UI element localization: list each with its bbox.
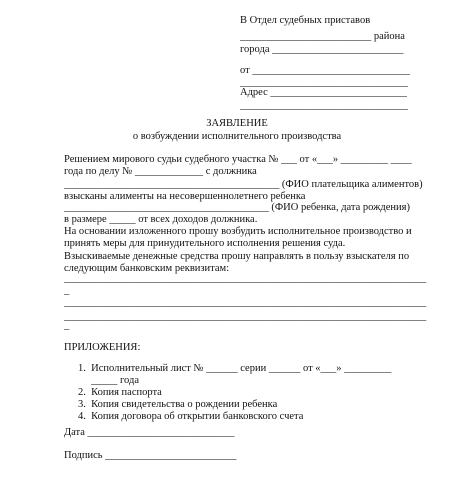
attachment-item: 4. Копия договора об открытии банковского счета bbox=[78, 411, 304, 422]
blank-line: _____________________________________________________________________ bbox=[64, 273, 427, 284]
blank-line: _ bbox=[64, 320, 70, 331]
header-line-district: _________________________ района bbox=[240, 31, 405, 42]
body-line: принять меры для принудительного исполнения решения суда. bbox=[64, 238, 346, 249]
body-line: взысканы алименты на несовершеннолетнего ребенка bbox=[64, 191, 306, 202]
date-field: Дата ____________________________ bbox=[64, 427, 235, 438]
body-line: На основании изложенного прошу возбудить исполнительное производство и bbox=[64, 226, 412, 237]
body-line: следующим банковским реквизитам: bbox=[64, 263, 230, 274]
blank-line: _ bbox=[64, 285, 70, 296]
body-line: года по делу № _____________ с должника bbox=[64, 166, 257, 177]
body-line: _______________________________________ (ФИО ребенка, дата рождения) bbox=[64, 202, 410, 213]
body-line: в размере _____ от всех доходов должника. bbox=[64, 214, 258, 225]
header-line-city: города _________________________ bbox=[240, 44, 404, 55]
document-title: ЗАЯВЛЕНИЕ bbox=[206, 118, 268, 129]
header-line-from: от ______________________________ bbox=[240, 65, 410, 76]
blank-line: _____________________________________________________________________ bbox=[64, 297, 427, 308]
body-line: Решением мирового судьи судебного участка № ___ от «___» _________ ____ bbox=[64, 154, 412, 165]
document-subtitle: о возбуждении исполнительного производства bbox=[132, 131, 342, 142]
header-line-recipient: В Отдел судебных приставов bbox=[240, 15, 371, 26]
blank-line: _____________________________________________________________________ bbox=[64, 311, 427, 322]
header-line-address-cont: ________________________________ bbox=[240, 100, 408, 111]
header-line-from-cont: ________________________________ bbox=[240, 77, 408, 88]
attachment-item-cont: _____ года bbox=[78, 375, 139, 386]
header-line-address: Адрес __________________________ bbox=[240, 87, 407, 98]
attachment-item: 2. Копия паспорта bbox=[78, 387, 162, 398]
attachments-heading: ПРИЛОЖЕНИЯ: bbox=[64, 342, 141, 353]
body-line: _________________________________________ (ФИО плательщика алиментов) bbox=[64, 179, 423, 190]
attachment-item: 1. Исполнительный лист № ______ серии ______ от «___» _________ bbox=[78, 363, 392, 374]
body-line: Взыскиваемые денежные средства прошу направлять в пользу взыскателя по bbox=[64, 251, 410, 262]
attachment-item: 3. Копия свидетельства о рождении ребенка bbox=[78, 399, 278, 410]
signature-field: Подпись _________________________ bbox=[64, 450, 237, 461]
